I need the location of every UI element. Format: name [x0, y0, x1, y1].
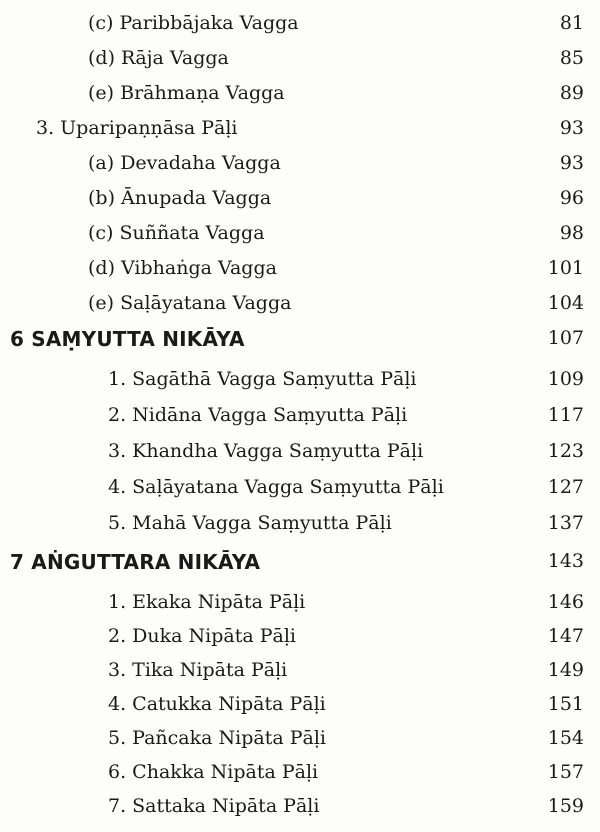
entry-title: 2. Duka Nipāta Pāḷi [108, 625, 296, 647]
toc-entry [0, 404, 600, 434]
entry-page: 104 [547, 292, 584, 314]
entry-title: (b) Ānupada Vagga [88, 187, 272, 209]
toc-entry [0, 292, 600, 322]
section-heading [0, 327, 600, 357]
toc-entry [0, 152, 600, 182]
entry-page: 96 [559, 187, 584, 209]
toc-entry [0, 82, 600, 112]
entry-page: 93 [559, 152, 584, 174]
toc-entry [0, 625, 600, 655]
entry-page: 123 [547, 440, 584, 462]
entry-page: 157 [547, 761, 584, 783]
entry-page: 154 [547, 727, 584, 749]
entry-title: 3. Khandha Vagga Saṃyutta Pāḷi [108, 440, 424, 462]
entry-title: (e) Saḷāyatana Vagga [88, 292, 292, 314]
heading-page: 107 [547, 327, 584, 349]
toc-entry [0, 117, 600, 147]
entry-page: 101 [547, 257, 584, 279]
entry-title: 4. Saḷāyatana Vagga Saṃyutta Pāḷi [108, 476, 444, 498]
entry-title: 1. Sagāthā Vagga Saṃyutta Pāḷi [108, 368, 417, 390]
entry-title: 6. Chakka Nipāta Pāḷi [108, 761, 319, 783]
heading-title: 7 AṄGUTTARA NIKĀYA [10, 550, 261, 574]
toc-entry [0, 761, 600, 791]
entry-page: 109 [547, 368, 584, 390]
entry-page: 93 [559, 117, 584, 139]
entry-page: 146 [547, 591, 584, 613]
toc-entry [0, 512, 600, 542]
entry-title: (c) Paribbājaka Vagga [88, 12, 299, 34]
toc-entry [0, 795, 600, 825]
entry-title: 3. Tika Nipāta Pāḷi [108, 659, 288, 681]
entry-page: 81 [559, 12, 584, 34]
toc-entry [0, 47, 600, 77]
toc-entry [0, 591, 600, 621]
toc-entry [0, 440, 600, 470]
entry-title: 5. Mahā Vagga Saṃyutta Pāḷi [108, 512, 392, 534]
entry-page: 149 [547, 659, 584, 681]
toc-entry [0, 222, 600, 252]
entry-title: 7. Sattaka Nipāta Pāḷi [108, 795, 320, 817]
entry-page: 151 [547, 693, 584, 715]
toc-entry [0, 187, 600, 217]
entry-title: (e) Brāhmaṇa Vagga [88, 82, 285, 104]
entry-page: 98 [559, 222, 584, 244]
entry-title: (d) Vibhaṅga Vagga [88, 257, 277, 279]
section-heading [0, 550, 600, 580]
toc-entry [0, 476, 600, 506]
entry-title: 4. Catukka Nipāta Pāḷi [108, 693, 326, 715]
entry-title: 2. Nidāna Vagga Saṃyutta Pāḷi [108, 404, 408, 426]
entry-title: (c) Suññata Vagga [88, 222, 265, 244]
entry-title: 3. Uparipaṇṇāsa Pāḷi [36, 117, 238, 139]
toc-entry [0, 257, 600, 287]
toc-entry [0, 727, 600, 757]
toc-entry [0, 12, 600, 42]
entry-page: 137 [547, 512, 584, 534]
heading-title: 6 SAṂYUTTA NIKĀYA [10, 327, 245, 351]
entry-page: 159 [547, 795, 584, 817]
entry-page: 147 [547, 625, 584, 647]
entry-title: 5. Pañcaka Nipāta Pāḷi [108, 727, 326, 749]
entry-title: (a) Devadaha Vagga [88, 152, 281, 174]
heading-page: 143 [547, 550, 584, 572]
entry-page: 127 [547, 476, 584, 498]
entry-title: 1. Ekaka Nipāta Pāḷi [108, 591, 306, 613]
entry-page: 85 [559, 47, 584, 69]
toc-entry [0, 693, 600, 723]
toc-entry [0, 368, 600, 398]
entry-page: 117 [547, 404, 584, 426]
toc-entry [0, 659, 600, 689]
entry-title: (d) Rāja Vagga [88, 47, 229, 69]
entry-page: 89 [559, 82, 584, 104]
